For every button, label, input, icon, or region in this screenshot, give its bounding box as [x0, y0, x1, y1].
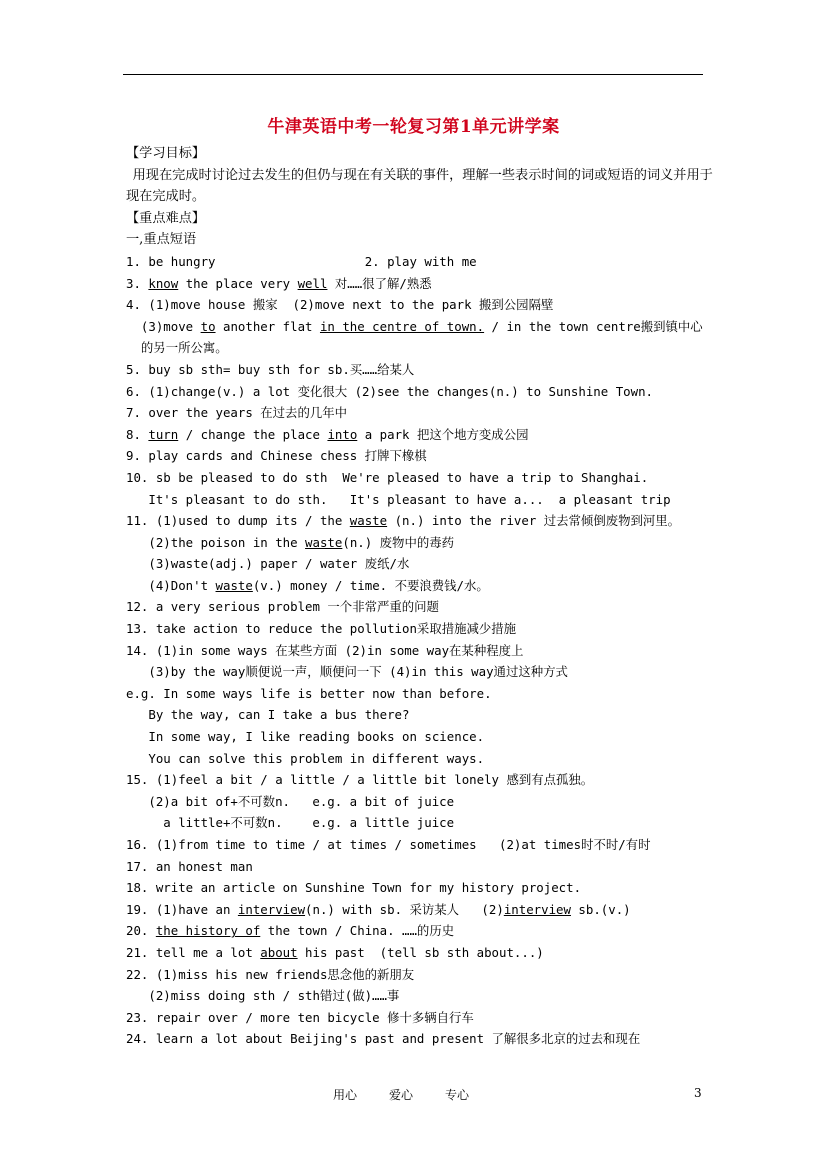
- phrase-line: 15. (1)feel a bit / a little / a little bit lonely 感到有点孤独。: [126, 772, 594, 788]
- phrase-line: 5. buy sb sth= buy sth for sb.买……给某人: [126, 361, 415, 377]
- phrase-line: 11. (1)used to dump its / the waste (n.) into the river 过去常倾倒废物到河里。: [126, 513, 681, 529]
- phrase-line: 20. the history of the town / China. ……的历史: [126, 923, 455, 939]
- underlined-text: interview: [503, 901, 571, 917]
- document-body: [126, 143, 716, 1050]
- phrase-line: 12. a very serious problem 一个非常严重的问题: [126, 599, 439, 615]
- underlined-text: to: [200, 318, 216, 334]
- phrase-line: 3. know the place very well 对……很了解/熟悉: [126, 275, 432, 291]
- page-title: 牛津英语中考一轮复习第1单元讲学案: [267, 117, 560, 137]
- phrase-line: 的另一所公寓。: [126, 340, 228, 356]
- phrase-line: (3)waste(adj.) paper / water 废纸/水: [126, 556, 410, 572]
- underlined-text: waste: [305, 534, 343, 550]
- phrase-line: 4. (1)move house 搬家 (2)move next to the park 搬到公园隔壁: [126, 297, 554, 313]
- phrase-line: (4)Don't waste(v.) money / time. 不要浪费钱/水。: [126, 577, 489, 593]
- phrase-line: 8. turn / change the place into a park 把这个地方变成公园: [126, 426, 529, 442]
- footer-text-2: 爱心: [389, 1088, 414, 1102]
- phrase-line: a little+不可数n. e.g. a little juice: [126, 815, 455, 831]
- phrase-list: [126, 251, 716, 1050]
- phrase-line: 22. (1)miss his new friends思念他的新朋友: [126, 966, 415, 982]
- phrase-line: 14. (1)in some ways 在某些方面 (2)in some way在某种程度上: [126, 642, 524, 658]
- phrase-line: (3)by the way顺便说一声，顺便问一下 (4)in this way通过这种方式: [126, 664, 568, 680]
- underlined-text: into: [327, 426, 358, 442]
- phrase-line: 1. be hungry 2. play with me: [126, 253, 477, 269]
- footer-text-1: 用心: [333, 1088, 358, 1102]
- underlined-text: interview: [237, 901, 306, 917]
- phrase-line: (2)miss doing sth / sth错过(做)……事: [126, 988, 400, 1004]
- phrase-line: 16. (1)from time to time / at times / sometimes (2)at times时不时/有时: [126, 837, 651, 852]
- phrase-line: (3)move to another flat in the centre of town. / in the town centre搬到镇中心: [126, 318, 703, 334]
- page-number: 3: [694, 1086, 702, 1100]
- phrase-line: It's pleasant to do sth. It's pleasant to have a... a pleasant trip: [126, 491, 671, 507]
- phrase-line: 10. sb be pleased to do sth We're pleased to have a trip to Shanghai.: [126, 469, 649, 485]
- goal-text: 用现在完成时讨论过去发生的但仍与现在有关联的事件，理解一些表示时间的词或短语的词义并用于现在完成时。: [126, 167, 713, 205]
- phrase-line: In some way, I like reading books on science.: [126, 729, 485, 745]
- phrase-line: e.g. In some ways life is better now than before.: [126, 685, 492, 701]
- phrase-heading: 一,重点短语: [126, 232, 197, 248]
- phrase-line: 9. play cards and Chinese chess 打牌下橡棋: [126, 448, 427, 464]
- phrase-line: 19. (1)have an interview(n.) with sb. 采访某人 (2)interview sb.(v.): [126, 901, 631, 917]
- underlined-text: turn: [148, 426, 179, 442]
- phrase-line: 7. over the years 在过去的几年中: [126, 405, 348, 421]
- underlined-text: the history of: [155, 923, 261, 939]
- phrase-line: 18. write an article on Sunshine Town for my history project.: [126, 880, 582, 896]
- goal-heading: 【学习目标】: [126, 146, 206, 161]
- phrase-line: 6. (1)change(v.) a lot 变化很大 (2)see the changes(n.) to Sunshine Town.: [126, 383, 653, 399]
- underlined-text: waste: [215, 577, 253, 593]
- underlined-text: in the centre of town.: [319, 318, 485, 334]
- underlined-text: waste: [349, 513, 388, 529]
- underlined-text: about: [260, 944, 298, 960]
- footer-text-3: 专心: [445, 1088, 470, 1102]
- underlined-text: well: [297, 275, 328, 291]
- phrase-line: 17. an honest man: [126, 858, 253, 874]
- phrase-line: 21. tell me a lot about his past (tell sb sth about...): [126, 944, 544, 960]
- phrase-line: You can solve this problem in different ways.: [126, 750, 485, 766]
- phrase-line: (2)a bit of+不可数n. e.g. a bit of juice: [126, 793, 455, 809]
- key-heading: 【重点难点】: [126, 210, 206, 226]
- header-rule: [123, 74, 703, 75]
- phrase-line: By the way, can I take a bus there?: [126, 707, 410, 723]
- phrase-line: 13. take action to reduce the pollution采取措施减少措施: [126, 621, 517, 637]
- phrase-line: (2)the poison in the waste(n.) 废物中的毒药: [126, 534, 455, 550]
- phrase-line: 24. learn a lot about Beijing's past and present 了解很多北京的过去和现在: [126, 1031, 641, 1047]
- underlined-text: know: [148, 275, 179, 291]
- phrase-line: 23. repair over / more ten bicycle 修十多辆自行车: [126, 1009, 474, 1025]
